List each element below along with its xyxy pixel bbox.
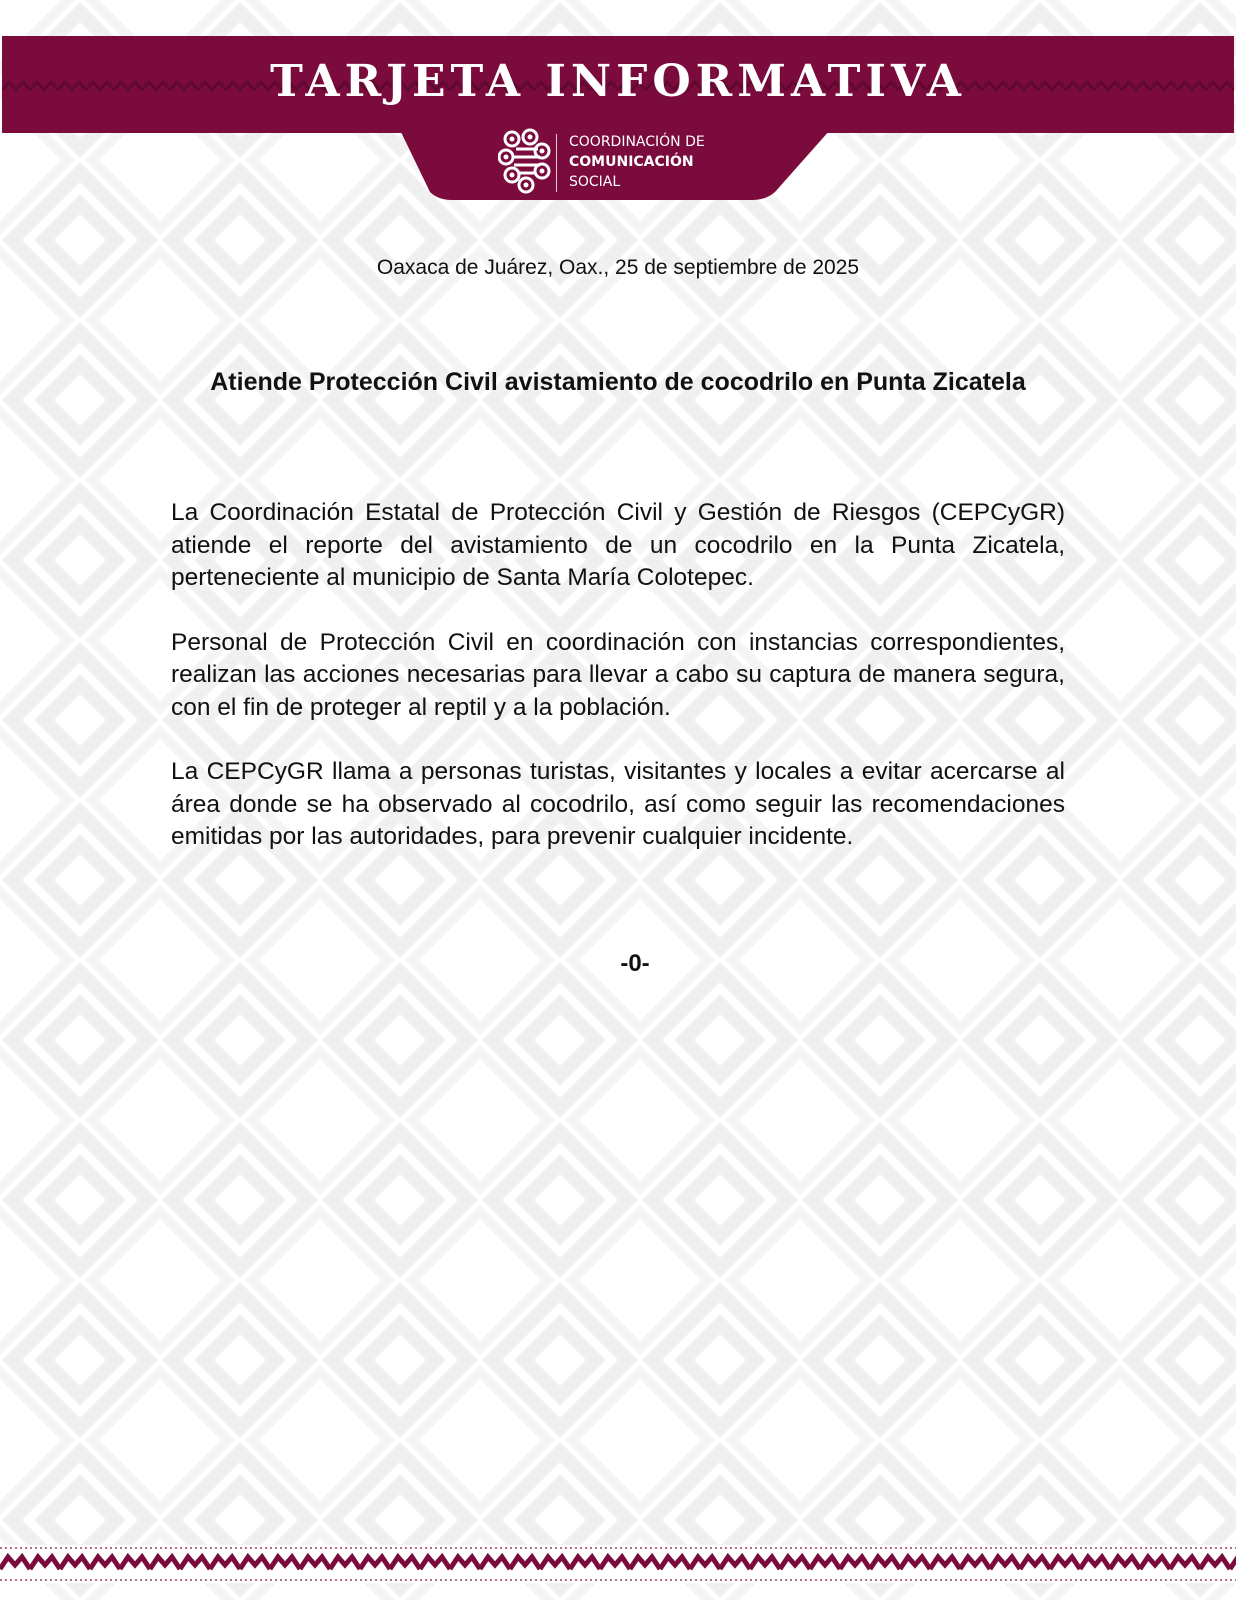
- paragraph: La Coordinación Estatal de Protección Civil y Gestión de Riesgos (CEPCyGR) atiende el reporte del avistamiento de un cocodrilo en la Punta Zicatela, perteneciente al municipio de Santa María Colotepec.: [171, 499, 1065, 591]
- paragraph: La CEPCyGR llama a personas turistas, visitantes y locales a evitar acercarse al área donde se ha observado al cocodrilo, así como seguir las recomendaciones emitidas por las autoridades, para prevenir cualquier incidente.: [171, 758, 1065, 850]
- org-line-1: COORDINACIÓN DE: [569, 134, 705, 150]
- closing-mark: -0-: [620, 950, 650, 977]
- body-text: [171, 497, 1065, 886]
- organization-name: [569, 132, 705, 192]
- footer-band: [0, 1545, 1236, 1583]
- header-title: TARJETA INFORMATIVA: [270, 56, 966, 107]
- headline: Atiende Protección Civil avistamiento de cocodrilo en Punta Zicatela: [210, 368, 1026, 396]
- coordinacion-logo-icon: [498, 127, 554, 195]
- paragraph: Personal de Protección Civil en coordinación con instancias correspondientes, realizan las acciones necesarias para llevar a cabo su captura de manera segura, con el fin de proteger al reptil y a la población.: [171, 628, 1065, 721]
- org-line-3: SOCIAL: [569, 174, 621, 190]
- dateline: Oaxaca de Juárez, Oax., 25 de septiembre de 2025: [376, 256, 860, 279]
- org-line-2: COMUNICACIÓN: [569, 154, 694, 170]
- logo-divider: [556, 134, 557, 192]
